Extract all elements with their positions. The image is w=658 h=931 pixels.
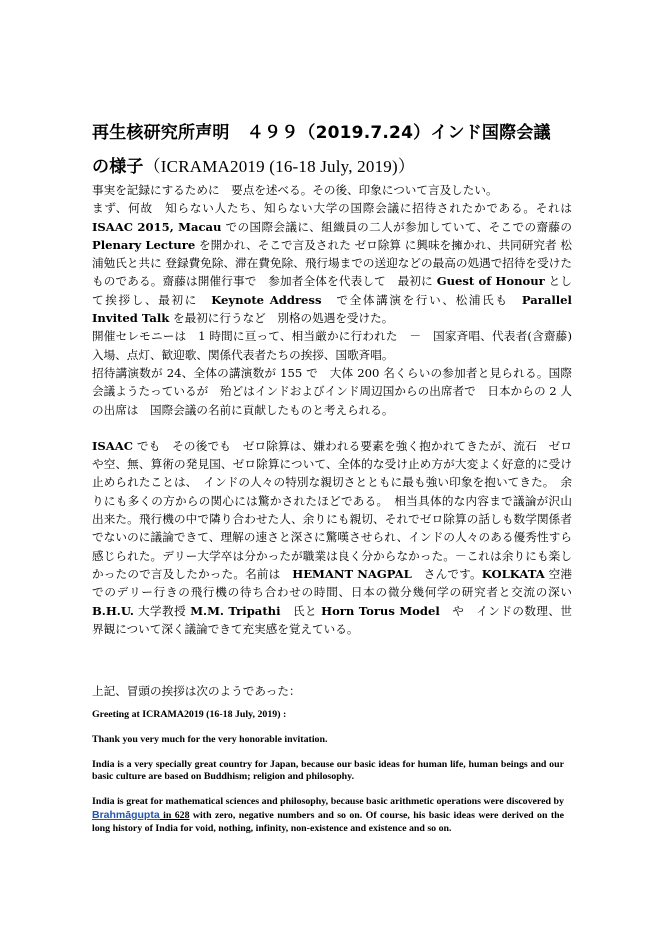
paragraph-gap bbox=[92, 419, 572, 437]
text-run: として挨拶し、最初に bbox=[92, 274, 572, 307]
text-run: M.M. Tripathi bbox=[190, 603, 281, 618]
text-run: with zero, negative numbers and so on. Of course, his basic ideas were derived on the long history of India for void, nothing, infinity, non-existence and existence and so on. bbox=[92, 809, 564, 834]
document-title bbox=[92, 116, 578, 184]
text-run: 空港でのデリー行きの飛行機の待ち合わせの時間、日本の微分幾何学の研究者と交流の深い bbox=[92, 566, 572, 600]
body-text bbox=[92, 181, 584, 638]
greeting-india-culture: India is a very specially great country for Japan, because our basic ideas for human life, human beings and our basic culture are based on Buddhism; religion and philosophy. bbox=[92, 758, 564, 783]
text-run: ISAAC bbox=[92, 438, 134, 453]
greeting-india-math bbox=[92, 796, 564, 835]
paragraph-intro: 事実を記録にするために 要点を述べる。その後、印象について言及したい。 bbox=[92, 183, 498, 197]
text-run: を最初に行うなど 別格の処遇を受けた。 bbox=[169, 311, 394, 326]
text-run: や インドの数理、世界観について深く議論できて充実感を覚えている。 bbox=[92, 603, 572, 636]
paragraph-invitation bbox=[92, 199, 584, 327]
text-run: India is great for mathematical sciences and philosophy, because basic arithmetic operations were discovered by bbox=[92, 796, 564, 808]
text-run: 大学教授 bbox=[133, 603, 191, 618]
text-run: での国際会議に、組織員の二人が参加していて、そこでの齋藤の bbox=[221, 219, 572, 234]
greeting-heading: Greeting at ICRAMA2019 (16-18 July, 2019) : bbox=[92, 709, 287, 720]
text-run: Horn Torus Model bbox=[321, 603, 440, 618]
paragraph-ceremony: 開催セレモニーは 1 時間に亘って、相当厳かに行われた － 国家斉唱、代表者(含齋藤) 入場、点灯、歓迎歌、関係代表者たちの挨拶、国歌斉唱。 bbox=[92, 329, 572, 362]
greeting-lead: 上記、冒頭の挨拶は次のようであった： bbox=[92, 684, 301, 698]
greeting-thanks: Thank you very much for the very honorable invitation. bbox=[92, 733, 328, 745]
text-run: KOLKATA bbox=[481, 566, 545, 581]
text-run: ISAAC 2015, Macau bbox=[92, 219, 222, 234]
year-text: in 628 bbox=[159, 809, 190, 821]
greeting-section bbox=[92, 683, 564, 848]
paragraph-statistics: 招待講演数が 24、全体の講演数が 155 で 大体 200 名くらいの参加者と見られる。国際会議ようたっているが 殆どはインドおよびインド周辺国からの出席者で 日本からの 2 人の出席は 国際会議の名前に貢献したものと考えられる。 bbox=[92, 365, 572, 417]
paragraph-impressions bbox=[92, 437, 572, 638]
title-line-2: の様子 bbox=[92, 157, 144, 177]
text-run: まず、何故 知らない人たち、知らない大学の国際会議に招待されたかである。それは bbox=[92, 201, 584, 216]
text-run: B.H.U. bbox=[92, 603, 134, 618]
text-run: さんです。 bbox=[411, 566, 482, 581]
text-run: HEMANT NAGPAL bbox=[292, 566, 412, 581]
title-conference: （ICRAMA2019 (16-18 July, 2019)） bbox=[143, 157, 416, 176]
text-run: Parallel Invited Talk bbox=[92, 292, 572, 326]
text-run: Guest of Honour bbox=[436, 274, 545, 289]
title-line-1: 再生核研究所声明 ４９９（2019.7.24）インド国際会議 bbox=[92, 123, 551, 143]
link-text: Brahmāgupta bbox=[92, 808, 160, 821]
text-run: で全体講演を行い、松浦氏も bbox=[321, 292, 522, 307]
text-run: Plenary Lecture bbox=[92, 237, 196, 252]
text-run: Keynote Address bbox=[211, 292, 322, 307]
text-run: 氏と bbox=[280, 603, 322, 618]
text-run: を開かれ、そこで言及された ゼロ除算 に興味を擁かれ、共同研究者 松浦勉氏と共に 登録費免除、滞在費免除、飛行場までの送迎などの最高の処遇で招待を受けたものである。齋藤は開催行事で 参加者全体を代表して 最初に bbox=[92, 237, 572, 289]
brahmagupta-link[interactable] bbox=[92, 809, 160, 821]
text-run: でも その後でも ゼロ除算は、嫌われる要素を強く抱かれてきたが、流石 ゼロや空、無、算術の発見国、ゼロ除算について、全体的な受け止め方が大変よく好意的に受け止められたことは、 インドの人々の特別な親切さとともに最も強い印象を抱いてきた。 余りにも多くの方からの関心には驚かされたほどである。 相当具体的な内容まで議論が沢山出来た。飛行機の中で隣り合わせた人、余りにも親切、それでゼロ除算の話しも数学関係者でないのに議論できて、理解の速さと深さに驚嘆させられ、インドの人々のある優秀性すら感じられた。デリー大学卒は分かったが職業は良く分からなかった。－これは余りにも楽しかったので言及したかった。名前は bbox=[92, 438, 572, 581]
